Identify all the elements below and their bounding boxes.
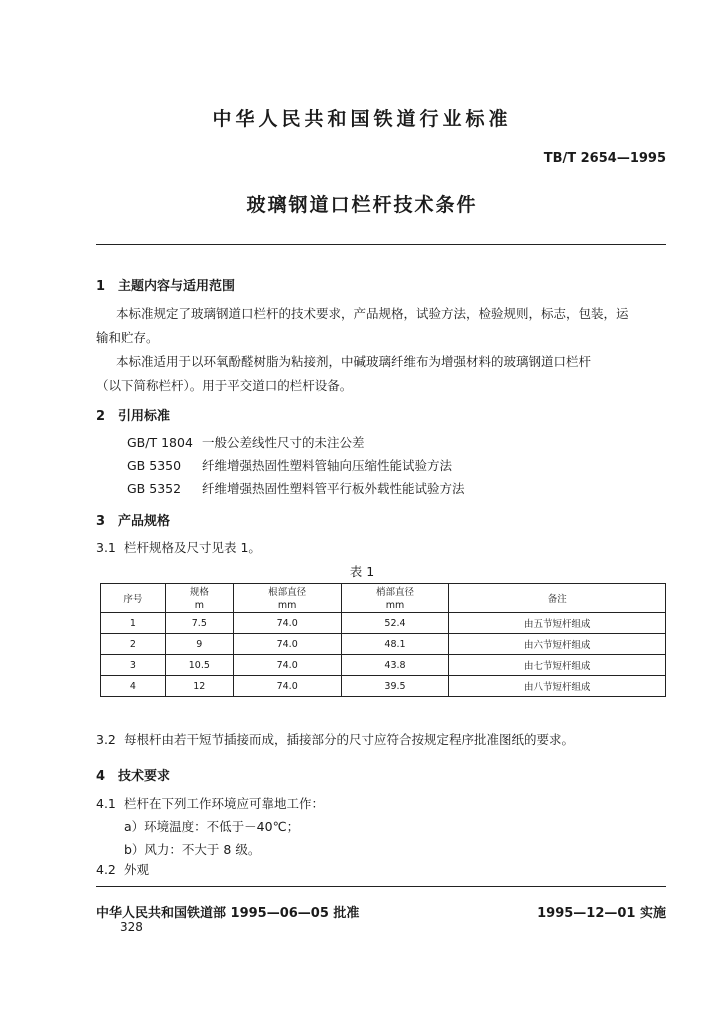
clause-4-1-b: b）风力：不大于 8 级。 (124, 842, 261, 857)
reference-code: GB 5352 (127, 481, 182, 496)
cell-root: 74.0 (233, 634, 341, 655)
header-seq: 序号 (101, 584, 166, 613)
table-header-row (101, 584, 666, 599)
section-2-heading (96, 405, 170, 424)
reference-name: 纤维增强热固性塑料管平行板外载性能试验方法 (202, 481, 465, 496)
standard-header: 中华人民共和国铁道行业标准 (212, 108, 512, 130)
clause-number: 3.1 (96, 540, 116, 555)
reference-item (127, 433, 365, 451)
cell-tip: 39.5 (341, 676, 449, 697)
cell-spec: 10.5 (165, 655, 233, 676)
header-root: 根部直径 (233, 584, 341, 599)
header-spec: 规格 (165, 584, 233, 599)
section-1-heading (96, 275, 235, 294)
clause-4-1 (96, 792, 324, 816)
table-row (101, 676, 666, 697)
cell-note: 由六节短杆组成 (449, 634, 666, 655)
clause-number: 3.2 (96, 732, 116, 747)
spec-table (100, 583, 666, 697)
section-number: 1 (96, 279, 106, 294)
reference-code: GB/T 1804 (127, 435, 193, 450)
section-number: 4 (96, 769, 106, 784)
table-row (101, 655, 666, 676)
section-title: 产品规格 (118, 514, 171, 529)
cell-tip: 43.8 (341, 655, 449, 676)
reference-item (127, 456, 452, 474)
section-number: 2 (96, 409, 106, 424)
clause-text: 栏杆规格及尺寸见表 1。 (124, 540, 261, 555)
cell-note: 由五节短杆组成 (449, 613, 666, 634)
page-number: 328 (120, 920, 143, 934)
cell-spec: 9 (165, 634, 233, 655)
reference-name: 一般公差线性尺寸的未注公差 (202, 435, 365, 450)
document-title: 玻璃钢道口栏杆技术条件 (246, 194, 478, 216)
cell-root: 74.0 (233, 613, 341, 634)
unit-spec: m (165, 598, 233, 613)
cell-seq: 4 (101, 676, 166, 697)
table-row (101, 634, 666, 655)
clause-text: 每根杆由若干短节插接而成，插接部分的尺寸应符合按规定程序批准图纸的要求。 (124, 732, 575, 747)
cell-note: 由八节短杆组成 (449, 676, 666, 697)
approval-line: 中华人民共和国铁道部 1995—06—05 批准 (96, 906, 360, 921)
section-1-para-2-line-2: （以下简称栏杆）。用于平交道口的栏杆设备。 (96, 378, 353, 393)
clause-number: 4.1 (96, 796, 116, 811)
cell-tip: 52.4 (341, 613, 449, 634)
reference-name: 纤维增强热固性塑料管轴向压缩性能试验方法 (202, 458, 453, 473)
cell-seq: 3 (101, 655, 166, 676)
header-note: 备注 (449, 584, 666, 613)
header-tip: 梢部直径 (341, 584, 449, 599)
table-row (101, 613, 666, 634)
reference-code: GB 5350 (127, 458, 182, 473)
clause-number: 4.2 (96, 862, 116, 877)
implementation-date: 1995—12—01 实施 (537, 906, 666, 921)
clause-4-1-a: a）环境温度：不低于－40℃； (124, 819, 300, 834)
clause-3-1 (96, 536, 261, 560)
reference-item (127, 479, 465, 497)
cell-root: 74.0 (233, 655, 341, 676)
cell-note: 由七节短杆组成 (449, 655, 666, 676)
cell-seq: 2 (101, 634, 166, 655)
section-1-para-1-line-1: 本标准规定了玻璃钢道口栏杆的技术要求，产品规格，试验方法，检验规则，标志，包装，运 (116, 306, 629, 321)
title-divider (96, 244, 666, 245)
standard-code: TB/T 2654—1995 (543, 151, 666, 166)
table-caption: 表 1 (349, 564, 375, 579)
section-3-heading (96, 510, 170, 529)
section-number: 3 (96, 514, 106, 529)
section-1-para-1-line-2: 输和贮存。 (96, 330, 159, 345)
section-title: 主题内容与适用范围 (118, 279, 236, 294)
cell-spec: 7.5 (165, 613, 233, 634)
section-title: 技术要求 (118, 769, 171, 784)
clause-text: 栏杆在下列工作环境应可靠地工作： (124, 796, 325, 811)
clause-text: 外观 (124, 862, 150, 877)
cell-root: 74.0 (233, 676, 341, 697)
cell-spec: 12 (165, 676, 233, 697)
section-1-para-2-line-1: 本标准适用于以环氧酚醛树脂为粘接剂，中碱玻璃纤维布为增强材料的玻璃钢道口栏杆 (116, 354, 592, 369)
unit-root: mm (233, 598, 341, 613)
cell-seq: 1 (101, 613, 166, 634)
section-4-heading (96, 765, 170, 784)
footer-divider (96, 886, 666, 887)
unit-tip: mm (341, 598, 449, 613)
clause-4-2 (96, 858, 149, 882)
cell-tip: 48.1 (341, 634, 449, 655)
section-title: 引用标准 (118, 409, 171, 424)
clause-3-2 (96, 728, 574, 752)
